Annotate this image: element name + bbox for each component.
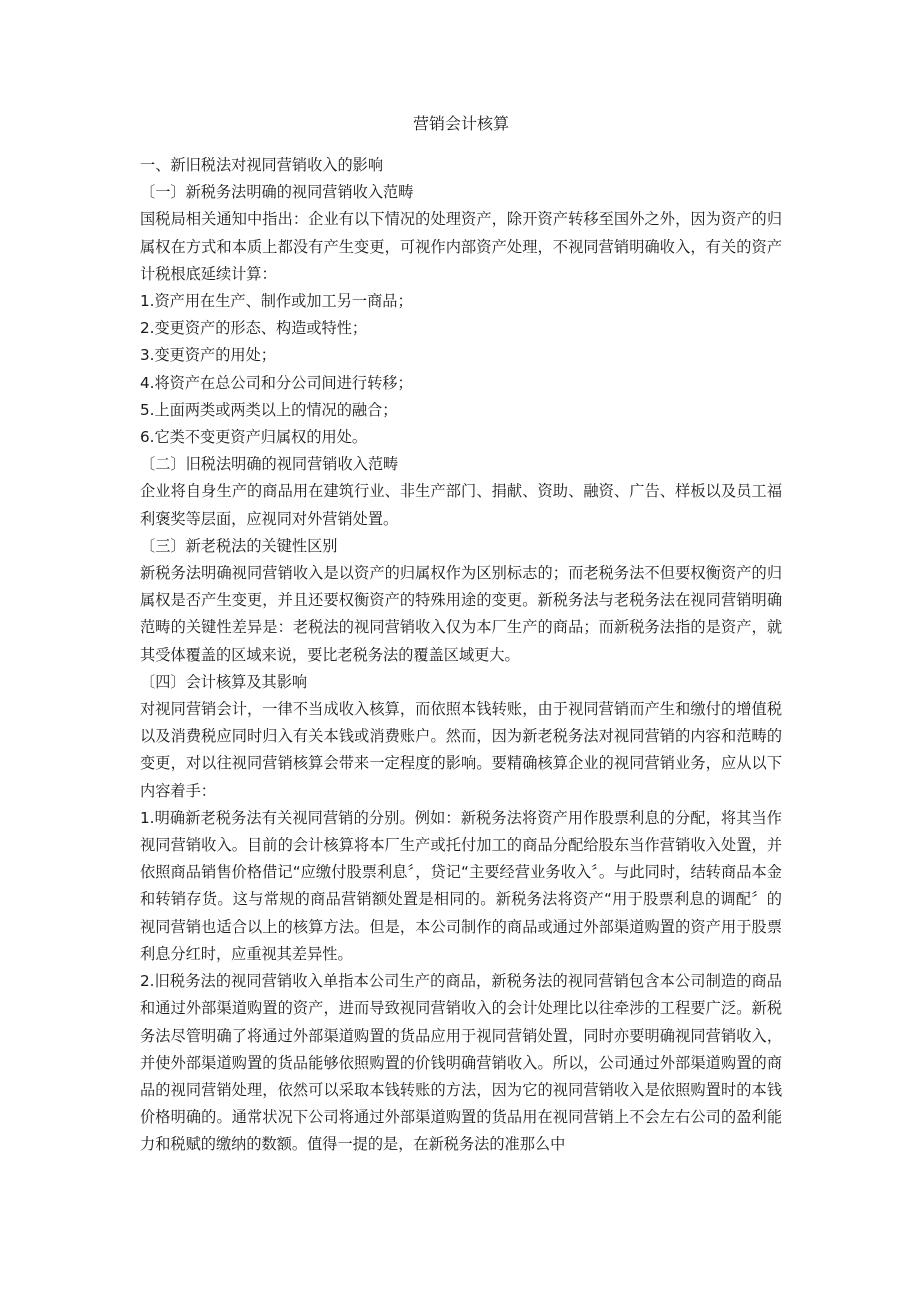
document-page (140, 110, 782, 1159)
subsection-heading: 〔一〕新税务法明确的视同营销收入范畴 (140, 183, 414, 202)
list-item: 3.变更资产的用处； (140, 346, 276, 365)
paragraph-point-1: 1.明确新老税务法有关视同营销的分别。例如：新税务法将资产用作股票利息的分配，将其当作视同营销收入。目前的会计核算将本厂生产或托付加工的商品分配给股东当作营销收入处置，并依照商品销售价格借记“应缴付股票利息〞，贷记“主要经营业务收入〞。与此同时，结转商品本金和转销存货。这与常规的商品营销额处置是相同的。新税务法将资产“用于股票利息的调配〞的视同营销也适合以上的核算方法。但是，本公司制作的商品或通过外部渠道购置的资产用于股票利息分红时，应重视其差异性。 (140, 808, 782, 963)
paragraph: 国税局相关通知中指出：企业有以下情况的处理资产，除开资产转移至国外之外，因为资产的归属权在方式和本质上都没有产生变更，可视作内部资产处理，不视同营销明确收入，有关的资产计税根底延续计算： (140, 210, 782, 283)
paragraph: 新税务法明确视同营销收入是以资产的归属权作为区别标志的；而老税务法不但要权衡资产的归属权是否产生变更，并且还要权衡资产的特殊用途的变更。新税务法与老税务法在视同营销明确范畴的关键性差异是：老税法的视同营销收入仅为本厂生产的商品；而新税务法指的是资产，就其受体覆盖的区域来说，要比老税务法的覆盖区域更大。 (140, 564, 782, 664)
section-heading: 一、新旧税法对视同营销收入的影响 (140, 156, 383, 174)
list-item: 4.将资产在总公司和分公司间进行转移； (140, 373, 413, 392)
paragraph: 对视同营销会计，一律不当成收入核算，而依照本钱转账，由于视同营销而产生和缴付的增值税以及消费税应同时归入有关本钱或消费账户。然而，因为新老税务法对视同营销的内容和范畴的变更，对以往视同营销核算会带来一定程度的影响。要精确核算企业的视同营销业务，应从以下内容着手： (140, 700, 782, 800)
paragraph-point-2: 2.旧税务法的视同营销收入单指本公司生产的商品，新税务法的视同营销包含本公司制造的商品和通过外部渠道购置的资产，进而导致视同营销收入的会计处理比以往牵涉的工程要广泛。新税务法尽管明确了将通过外部渠道购置的货品应用于视同营销处置，同时亦要明确视同营销收入，并使外部渠道购置的货品能够依照购置的价钱明确营销收入。所以，公司通过外部渠道购置的商品的视同营销处理，依然可以采取本钱转账的方法，因为它的视同营销收入是依照购置时的本钱价格明确的。通常状况下公司将通过外部渠道购置的货品用在视同营销上不会左右公司的盈利能力和税赋的缴纳的数额。值得一提的是，在新税务法的准那么中 (140, 972, 782, 1154)
subsection-heading: 〔二〕旧税法明确的视同营销收入范畴 (140, 455, 399, 474)
list-item: 6.它类不变更资产归属权的用处。 (140, 428, 368, 447)
paragraph: 企业将自身生产的商品用在建筑行业、非生产部门、捐献、资助、融资、广告、样板以及员工福利褒奖等层面，应视同对外营销处置。 (140, 482, 782, 528)
list-item: 2.变更资产的形态、构造或特性； (140, 319, 368, 338)
list-item: 1.资产用在生产、制作或加工另一商品； (140, 292, 413, 311)
document-title: 营销会计核算 (412, 114, 509, 133)
subsection-heading: 〔三〕新老税法的关键性区别 (140, 536, 338, 555)
subsection-heading: 〔四〕会计核算及其影响 (140, 672, 308, 691)
list-item: 5.上面两类或两类以上的情况的融合； (140, 400, 398, 419)
